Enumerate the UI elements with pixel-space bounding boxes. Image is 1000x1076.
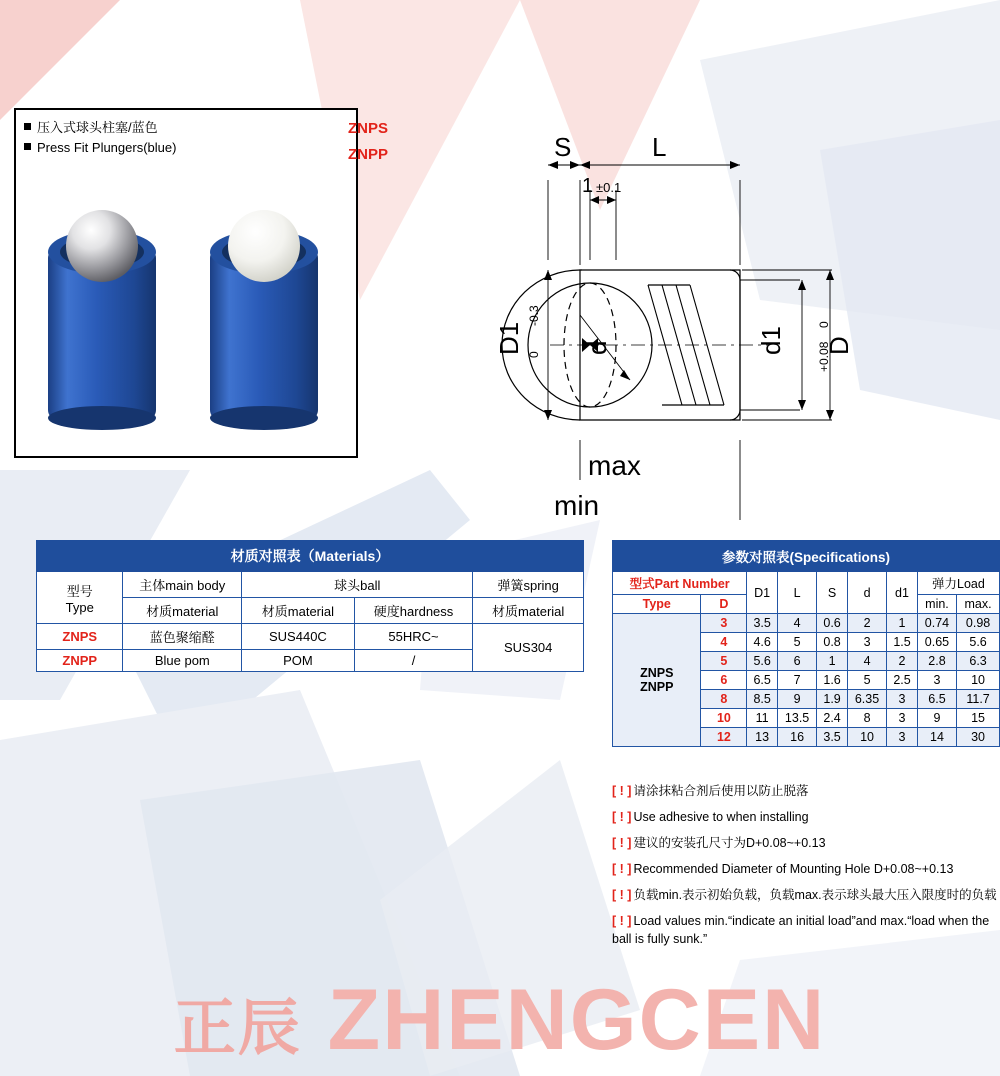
spec-cell-min: 3 <box>917 671 956 690</box>
materials-col-type-en: Type <box>65 599 94 615</box>
note-text: 请涂抹粘合剂后使用以防止脱落 <box>633 784 809 798</box>
spec-col-L: L <box>777 572 816 614</box>
spec-cell-D: 12 <box>701 728 747 747</box>
spec-cell-S: 0.6 <box>817 614 848 633</box>
spec-cell-D1: 6.5 <box>747 671 778 690</box>
spec-part-number-line1: ZNPS <box>640 666 674 680</box>
spec-cell-S: 2.4 <box>817 709 848 728</box>
spec-cell-max: 5.6 <box>957 633 1000 652</box>
dim-label-S: S <box>554 132 572 162</box>
spec-cell-D1: 5.6 <box>747 652 778 671</box>
spec-cell-S: 1.9 <box>817 690 848 709</box>
note-item <box>612 912 1000 948</box>
materials-row-spring: SUS304 <box>473 624 584 672</box>
spec-cell-d: 2 <box>847 614 886 633</box>
materials-row-hardness: / <box>354 650 473 672</box>
dim-label-d: d <box>582 340 612 355</box>
plunger-steel-ball-image <box>42 200 162 430</box>
spec-cell-L: 7 <box>777 671 816 690</box>
spec-cell-min: 2.8 <box>917 652 956 671</box>
spec-cell-S: 3.5 <box>817 728 848 747</box>
warning-icon: [ ! ] <box>612 784 632 798</box>
watermark-z: Z <box>327 972 383 1068</box>
spec-cell-d1: 3 <box>887 690 918 709</box>
spec-cell-L: 9 <box>777 690 816 709</box>
part-code-znpp: ZNPP <box>348 146 389 163</box>
watermark-hengc: HENGC <box>382 972 703 1068</box>
watermark-cn: 正辰 <box>173 994 302 1063</box>
plunger-pom-ball-image <box>204 200 324 430</box>
spec-cell-D1: 3.5 <box>747 614 778 633</box>
spec-cell-d1: 2.5 <box>887 671 918 690</box>
spec-cell-d1: 2 <box>887 652 918 671</box>
spec-cell-d1: 3 <box>887 728 918 747</box>
materials-sub-body-material: 材质material <box>123 598 242 624</box>
spec-cell-d: 8 <box>847 709 886 728</box>
spec-cell-S: 1.6 <box>817 671 848 690</box>
spec-col-S: S <box>817 572 848 614</box>
note-text: Load values min.“indicate an initial load”and max.“load when the ball is fully sunk.” <box>612 914 990 946</box>
note-text: 建议的安装孔尺寸为D+0.08~+0.13 <box>633 836 826 850</box>
dim-label-1-tol: ±0.1 <box>596 180 622 195</box>
spec-cell-S: 1 <box>817 652 848 671</box>
spec-cell-min: 0.65 <box>917 633 956 652</box>
spec-cell-d: 3 <box>847 633 886 652</box>
materials-sub-ball-material: 材质material <box>242 598 355 624</box>
spec-cell-min: 9 <box>917 709 956 728</box>
spec-part-number-line2: ZNPP <box>640 680 674 694</box>
dim-label-D: D <box>824 336 854 355</box>
note-item <box>612 782 1000 800</box>
spec-cell-D: 4 <box>701 633 747 652</box>
part-code-znps: ZNPS <box>348 120 389 137</box>
spec-cell-d1: 1 <box>887 614 918 633</box>
materials-col-spring: 弹簧spring <box>473 572 584 598</box>
watermark-logo <box>0 971 1000 1070</box>
spec-cell-D: 6 <box>701 671 747 690</box>
materials-sub-ball-hardness: 硬度hardness <box>354 598 473 624</box>
dim-label-D-tol-top: +0.08 <box>817 341 831 372</box>
materials-col-body: 主体main body <box>123 572 242 598</box>
part-code-list <box>348 116 388 168</box>
spec-cell-D1: 4.6 <box>747 633 778 652</box>
materials-table <box>36 540 584 672</box>
dim-label-max: max <box>588 450 641 481</box>
spec-cell-D1: 11 <box>747 709 778 728</box>
materials-row-body: 蓝色聚缩醛 <box>123 624 242 650</box>
spec-cell-max: 30 <box>957 728 1000 747</box>
spec-cell-max: 15 <box>957 709 1000 728</box>
spec-table-title: 参数对照表(Specifications) <box>613 541 1000 572</box>
spec-cell-d1: 3 <box>887 709 918 728</box>
bullet-square-icon <box>24 123 31 130</box>
warning-icon: [ ! ] <box>612 888 632 902</box>
warning-icon: [ ! ] <box>612 810 632 824</box>
spec-col-load-max: max. <box>957 595 1000 614</box>
watermark-en: EN <box>702 972 827 1068</box>
spec-cell-min: 6.5 <box>917 690 956 709</box>
spec-cell-L: 6 <box>777 652 816 671</box>
materials-col-type-cn: 型号 <box>66 583 93 599</box>
spec-col-type: Type <box>613 595 701 614</box>
photo-legend <box>24 118 176 158</box>
spec-cell-D: 8 <box>701 690 747 709</box>
spec-cell-max: 10 <box>957 671 1000 690</box>
spec-cell-d: 6.35 <box>847 690 886 709</box>
warning-icon: [ ! ] <box>612 914 632 928</box>
materials-row-body: Blue pom <box>123 650 242 672</box>
dim-label-1: 1 <box>582 175 594 197</box>
spec-cell-L: 5 <box>777 633 816 652</box>
materials-row-hardness: 55HRC~ <box>354 624 473 650</box>
spec-col-d1: d1 <box>887 572 918 614</box>
spec-cell-max: 0.98 <box>957 614 1000 633</box>
product-photo <box>14 108 358 458</box>
materials-row-ball: POM <box>242 650 355 672</box>
spec-col-d: d <box>847 572 886 614</box>
warning-icon: [ ! ] <box>612 836 632 850</box>
spec-cell-d: 4 <box>847 652 886 671</box>
legend-label-en: Press Fit Plungers(blue) <box>37 140 177 155</box>
spec-cell-d: 5 <box>847 671 886 690</box>
spec-cell-L: 4 <box>777 614 816 633</box>
dim-label-d1: d1 <box>756 326 786 355</box>
legend-label-cn: 压入式球头柱塞/蓝色 <box>37 120 158 135</box>
spec-cell-L: 13.5 <box>777 709 816 728</box>
spec-col-load: 弹力Load <box>917 572 999 595</box>
dim-label-D1: D1 <box>494 321 524 355</box>
bullet-square-icon <box>24 143 31 150</box>
note-item <box>612 808 1000 826</box>
table-row <box>37 624 584 650</box>
materials-row-ball: SUS440C <box>242 624 355 650</box>
dim-label-min: min <box>554 490 600 521</box>
specifications-table <box>612 540 1000 747</box>
materials-sub-spring-material: 材质material <box>473 598 584 624</box>
spec-cell-d: 10 <box>847 728 886 747</box>
spec-cell-D: 5 <box>701 652 747 671</box>
materials-table-title: 材质对照表（Materials） <box>37 541 584 572</box>
spec-cell-L: 16 <box>777 728 816 747</box>
spec-cell-D1: 8.5 <box>747 690 778 709</box>
note-text: 负载min.表示初始负载，负载max.表示球头最大压入限度时的负载 <box>633 888 997 902</box>
note-item <box>612 860 1000 878</box>
notes-list <box>612 782 1000 956</box>
dim-label-L: L <box>652 132 667 162</box>
spec-cell-max: 11.7 <box>957 690 1000 709</box>
technical-drawing <box>430 120 1000 540</box>
warning-icon: [ ! ] <box>612 862 632 876</box>
spec-cell-D: 3 <box>701 614 747 633</box>
dim-label-D1-tol-top: 0 <box>527 351 541 358</box>
spec-cell-min: 0.74 <box>917 614 956 633</box>
materials-row-type: ZNPP <box>37 650 123 672</box>
spec-col-load-min: min. <box>917 595 956 614</box>
materials-col-ball: 球头ball <box>242 572 473 598</box>
spec-col-D1: D1 <box>747 572 778 614</box>
spec-cell-d1: 1.5 <box>887 633 918 652</box>
note-item <box>612 834 1000 852</box>
spec-cell-min: 14 <box>917 728 956 747</box>
dim-label-D1-tol-bot: -0.3 <box>527 305 541 326</box>
dim-label-D-tol-bot: 0 <box>817 321 831 328</box>
note-text: Use adhesive to when installing <box>633 810 809 824</box>
spec-cell-D: 10 <box>701 709 747 728</box>
spec-cell-S: 0.8 <box>817 633 848 652</box>
spec-col-part-number: 型式Part Number <box>613 572 747 595</box>
materials-row-type: ZNPS <box>37 624 123 650</box>
spec-cell-D1: 13 <box>747 728 778 747</box>
note-item <box>612 886 1000 904</box>
spec-cell-max: 6.3 <box>957 652 1000 671</box>
table-row <box>613 614 1000 633</box>
note-text: Recommended Diameter of Mounting Hole D+0.08~+0.13 <box>633 862 954 876</box>
spec-col-D: D <box>701 595 747 614</box>
